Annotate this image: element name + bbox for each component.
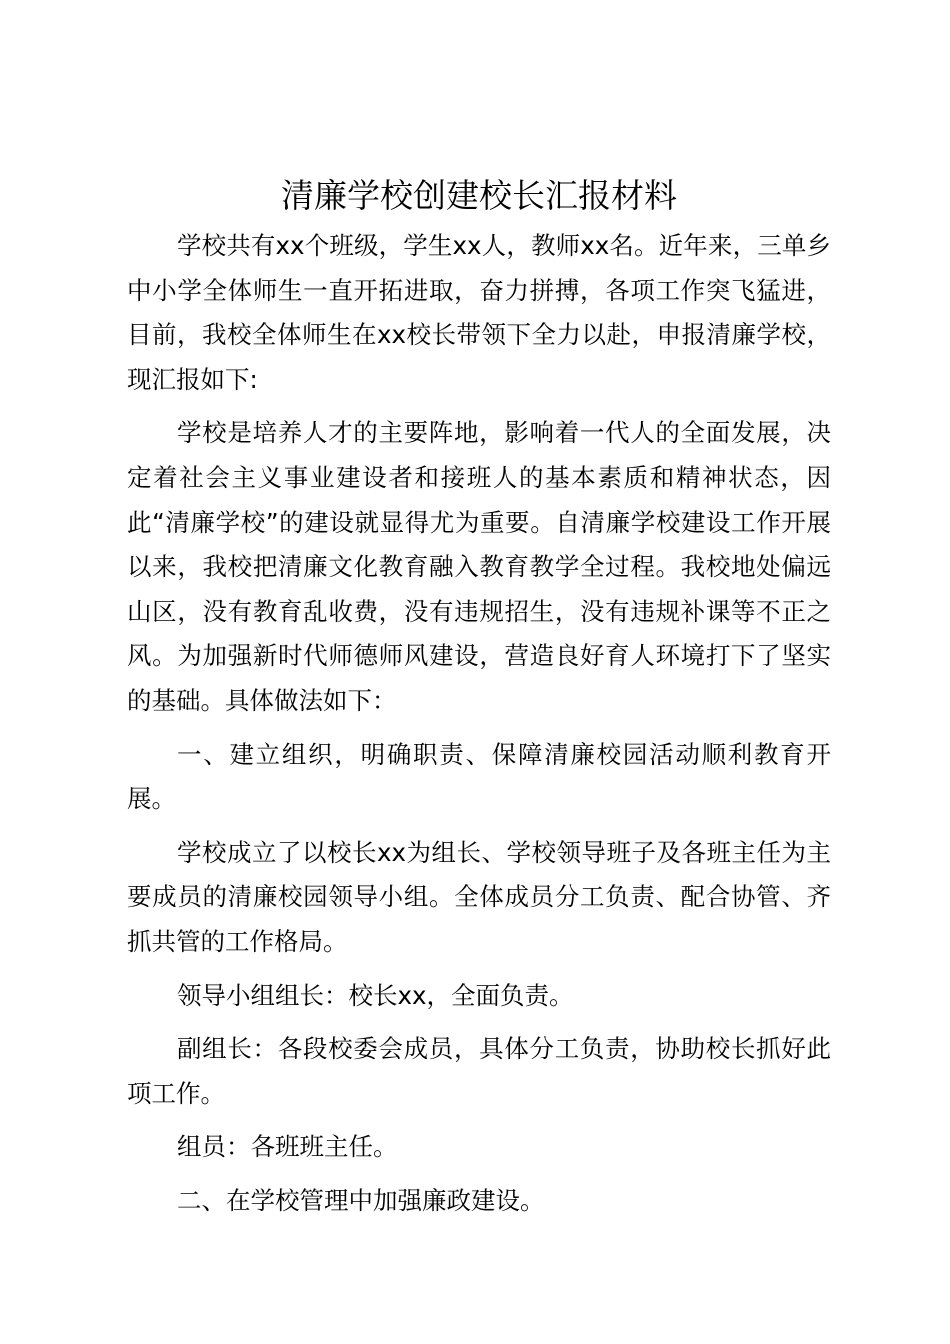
document-title: 清廉学校创建校长汇报材料 [281,176,677,215]
paragraph-leadership-group: 学校成立了以校长xx为组长、学校领导班子及各班主任为主要成员的清廉校园领导小组。全体成员分工负责、配合协管、齐抓共管的工作格局。 [127,837,831,956]
paragraph-members: 组员：各班班主任。 [177,1132,398,1162]
paragraph-deputy-leader: 副组长：各段校委会成员，具体分工负责，协助校长抓好此项工作。 [127,1034,831,1108]
section-heading-1: 一、建立组织，明确职责、保障清廉校园活动顺利教育开展。 [127,739,831,814]
paragraph-background: 学校是培养人才的主要阵地，影响着一代人的全面发展，决定着社会主义事业建设者和接班人的基本素质和精神状态，因此“清廉学校”的建设就显得尤为重要。自清廉学校建设工作开展以来，我校把清廉文化教育融入教育教学全过程。我校地处偏远山区，没有教育乱收费，没有违规招生，没有违规补课等不正之风。为加强新时代师德师风建设，营造良好育人环境打下了坚实的基础。具体做法如下： [127,418,831,715]
paragraph-group-leader: 领导小组组长：校长xx，全面负责。 [177,980,574,1010]
paragraph-intro: 学校共有xx个班级，学生xx人，教师xx名。近年来，三单乡中小学全体师生一直开拓进取，奋力拼搏，各项工作突飞猛进，目前，我校全体师生在xx校长带领下全力以赴，申报清廉学校，现汇报如下: [127,231,831,394]
section-heading-2: 二、在学校管理中加强廉政建设。 [177,1185,545,1215]
document-body [127,224,831,1232]
